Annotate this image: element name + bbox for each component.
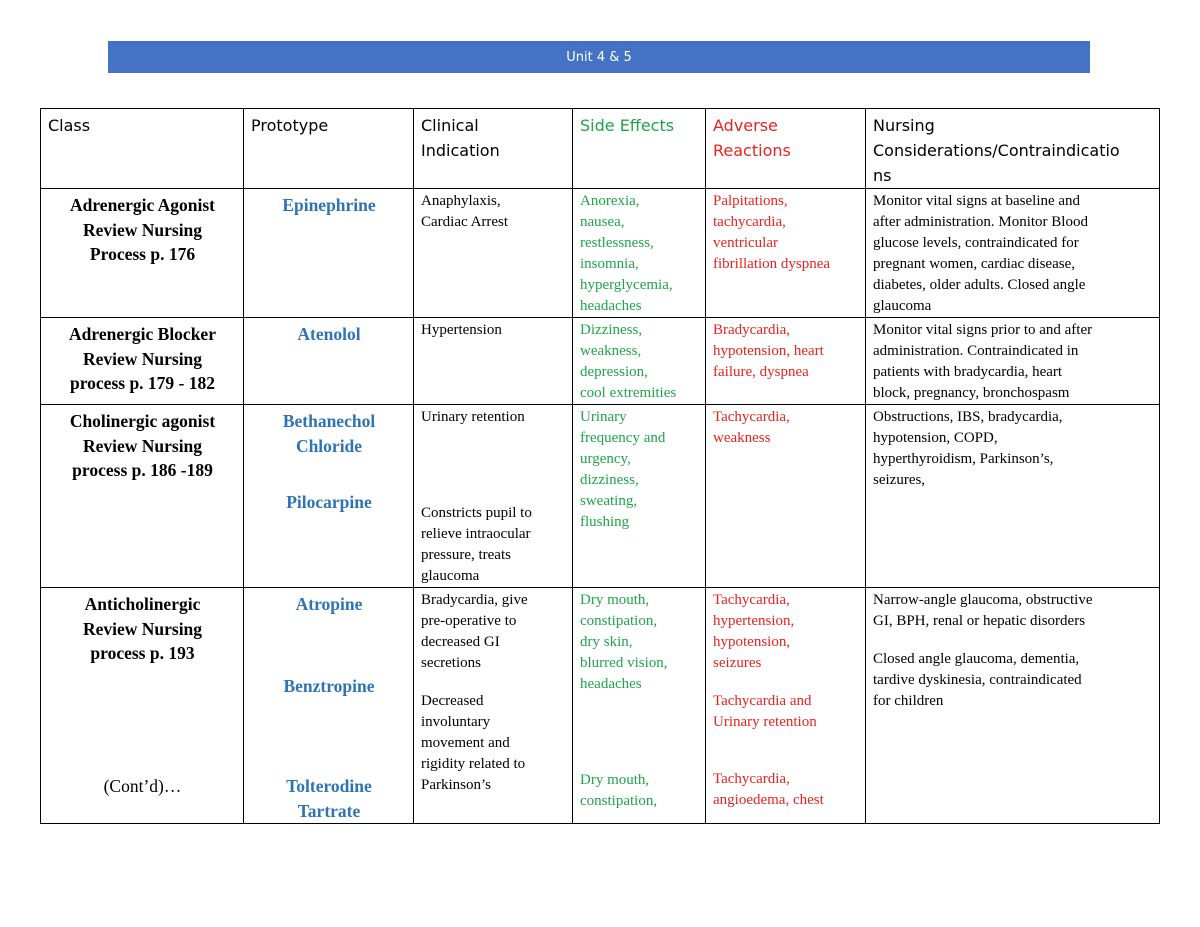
header-adverse-reactions: Adverse Reactions bbox=[706, 109, 866, 189]
prototype-cell: Atropine Benztropine Tolterodine Tartrate bbox=[244, 588, 414, 824]
class-cell: Cholinergic agonist Review Nursing process p. 186 -189 bbox=[41, 405, 244, 588]
page-header-bar bbox=[108, 41, 1090, 73]
nursing-cell: Narrow-angle glaucoma, obstructive GI, BPH, renal or hepatic disorders Closed angle glaucoma, dementia, tardive dyskinesia, contraindicated for children bbox=[866, 588, 1160, 824]
class-cell: Adrenergic Blocker Review Nursing process p. 179 - 182 bbox=[41, 318, 244, 405]
nursing-cell: Monitor vital signs at baseline and after administration. Monitor Blood glucose levels, contraindicated for pregnant women, cardiac disease, diabetes, older adults. Closed angle glaucoma bbox=[866, 189, 1160, 318]
header-class: Class bbox=[41, 109, 244, 189]
table-row bbox=[41, 189, 1160, 318]
nursing-cell: Obstructions, IBS, bradycardia, hypotension, COPD, hyperthyroidism, Parkinson’s, seizures, bbox=[866, 405, 1160, 588]
class-cell: Adrenergic Agonist Review Nursing Process p. 176 bbox=[41, 189, 244, 318]
side-effects-cell: Anorexia, nausea, restlessness, insomnia, hyperglycemia, headaches bbox=[573, 189, 706, 318]
header-side-effects: Side Effects bbox=[573, 109, 706, 189]
prototype-cell: Atenolol bbox=[244, 318, 414, 405]
table-row bbox=[41, 405, 1160, 588]
adverse-cell: Bradycardia, hypotension, heart failure, dyspnea bbox=[706, 318, 866, 405]
header-clinical-indication: Clinical Indication bbox=[414, 109, 573, 189]
adverse-cell: Palpitations, tachycardia, ventricular fibrillation dyspnea bbox=[706, 189, 866, 318]
indication-cell: Anaphylaxis, Cardiac Arrest bbox=[414, 189, 573, 318]
drug-table bbox=[40, 108, 1160, 824]
indication-cell: Bradycardia, give pre-operative to decreased GI secretions Decreased involuntary movement and rigidity related to Parkinson’s bbox=[414, 588, 573, 824]
prototype-cell: Epinephrine bbox=[244, 189, 414, 318]
header-prototype: Prototype bbox=[244, 109, 414, 189]
adverse-cell: Tachycardia, weakness bbox=[706, 405, 866, 588]
adverse-cell: Tachycardia, hypertension, hypotension, seizures Tachycardia and Urinary retention Tachycardia, angioedema, chest bbox=[706, 588, 866, 824]
side-effects-cell: Dizziness, weakness, depression, cool extremities bbox=[573, 318, 706, 405]
table-row bbox=[41, 318, 1160, 405]
side-effects-cell: Urinary frequency and urgency, dizziness, sweating, flushing bbox=[573, 405, 706, 588]
indication-cell: Urinary retention Constricts pupil to relieve intraocular pressure, treats glaucoma bbox=[414, 405, 573, 588]
prototype-cell: Bethanechol Chloride Pilocarpine bbox=[244, 405, 414, 588]
table-header-row bbox=[41, 109, 1160, 189]
class-cell: Anticholinergic Review Nursing process p. 193 (Cont’d)… bbox=[41, 588, 244, 824]
indication-cell: Hypertension bbox=[414, 318, 573, 405]
page-header-title: Unit 4 & 5 bbox=[566, 49, 632, 65]
nursing-cell: Monitor vital signs prior to and after administration. Contraindicated in patients with bradycardia, heart block, pregnancy, bronchospasm bbox=[866, 318, 1160, 405]
header-nursing-considerations: Nursing Considerations/Contraindicatio ns bbox=[866, 109, 1160, 189]
table-row bbox=[41, 588, 1160, 824]
side-effects-cell: Dry mouth, constipation, dry skin, blurred vision, headaches Dry mouth, constipation, bbox=[573, 588, 706, 824]
